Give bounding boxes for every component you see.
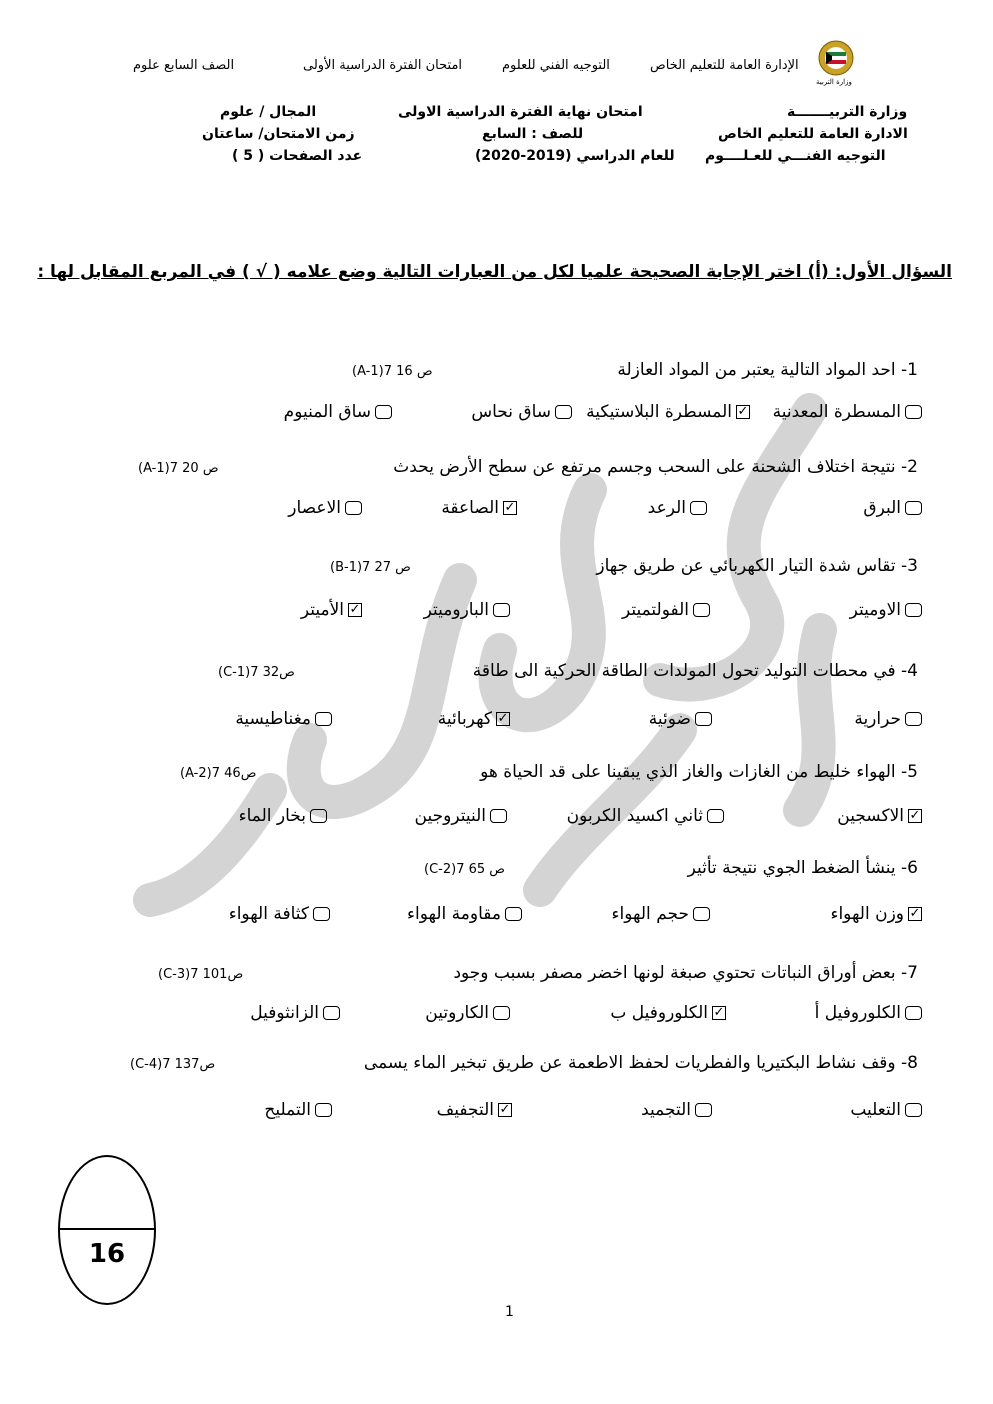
question-1-option-3[interactable] [471,402,572,422]
checked-box-icon[interactable]: ✓ [713,1005,725,1020]
rounded-box-icon[interactable] [375,405,392,419]
question-3-option-1[interactable] [850,600,922,620]
option-label: الكلوروفيل ب [610,1003,708,1023]
question-8-option-4[interactable] [264,1100,332,1120]
page-number: 1 [505,1304,514,1320]
rounded-box-icon[interactable] [493,603,510,617]
rounded-box-icon[interactable] [905,603,922,617]
header-year: للعام الدراسي (2019-2020) [475,148,675,164]
ministry-logo [818,38,854,86]
option-label: المسطرة البلاستيكية [586,402,732,422]
rounded-box-icon[interactable] [310,809,327,823]
question-4-text: 4- في محطات التوليد تحول المولدات الطاقة الحركية الى طاقة [472,661,918,681]
question-2-option-4[interactable] [288,498,362,518]
checked-box-icon[interactable]: ✓ [349,602,361,617]
option-label: الاعصار [288,498,341,518]
option-label: الاوميتر [849,600,901,620]
option-label: الكلوروفيل أ [814,1003,901,1023]
question-5-option-1[interactable] [837,806,922,826]
rounded-box-icon[interactable] [313,907,330,921]
question-3-option-2[interactable] [622,600,710,620]
question-8-ref: ص137 7(C-4) [130,1057,216,1072]
checked-box-icon[interactable]: ✓ [737,404,749,419]
rounded-box-icon[interactable] [323,1006,340,1020]
question-1-option-1[interactable] [773,402,922,422]
question-5-option-3[interactable] [415,806,507,826]
rounded-box-icon[interactable] [695,1103,712,1117]
question-7-text: 7- بعض أوراق النباتات تحتوي صبغة لونها اخضر مصفر بسبب وجود [453,963,918,983]
question-4-option-1[interactable] [854,709,922,729]
rounded-box-icon[interactable] [905,1103,922,1117]
score-value: 16 [88,1239,126,1269]
top-exam: امتحان الفترة الدراسية الأولى [303,58,463,73]
question-8-option-2[interactable] [641,1100,712,1120]
score-oval [58,1155,156,1305]
question-2-option-3[interactable] [441,498,517,518]
checked-box-icon[interactable]: ✓ [499,1102,511,1117]
checked-box-icon[interactable]: ✓ [909,906,921,921]
question-4-option-3[interactable] [438,709,510,729]
question-6-ref: ص 65 7(C-2) [424,862,506,877]
question-title: السؤال الأول: (أ) اختر الإجابة الصحيحة علميا لكل من العبارات التالية وضع علامه ( √ ) في المربع المقابل لها : [37,262,952,282]
question-4-option-2[interactable] [649,709,712,729]
rounded-box-icon[interactable] [690,501,707,515]
option-label: ساق نحاس [471,402,551,422]
question-8-option-3[interactable] [437,1100,512,1120]
option-label: حرارية [854,709,901,729]
question-5-option-4[interactable] [239,806,327,826]
question-6-option-1[interactable] [830,904,922,924]
rounded-box-icon[interactable] [693,907,710,921]
rounded-box-icon[interactable] [905,1006,922,1020]
option-label: حجم الهواء [611,904,689,924]
rounded-box-icon[interactable] [493,1006,510,1020]
question-3-option-3[interactable] [424,600,510,620]
option-label: وزن الهواء [830,904,904,924]
question-6-option-3[interactable] [407,904,522,924]
rounded-box-icon[interactable] [695,712,712,726]
logo-caption: وزارة التربية [816,78,852,86]
rounded-box-icon[interactable] [345,501,362,515]
option-label: كهربائية [437,709,492,729]
question-5-text: 5- الهواء خليط من الغازات والغاز الذي يبقينا على قد الحياة هو [480,762,918,782]
question-1-text: 1- احد المواد التالية يعتبر من المواد العازلة [617,360,918,380]
checked-box-icon[interactable]: ✓ [497,711,509,726]
header-duration: زمن الامتحان/ ساعتان [202,126,355,142]
question-7-option-1[interactable] [815,1003,922,1023]
option-label: المسطرة المعدنية [772,402,901,422]
question-4-ref: ص32 7(C-1) [218,665,295,680]
option-label: الصاعقة [441,498,499,518]
option-label: البرق [863,498,901,518]
question-2-ref: ص 20 7(A-1) [138,461,219,476]
question-8-option-1[interactable] [850,1100,922,1120]
rounded-box-icon[interactable] [905,712,922,726]
rounded-box-icon[interactable] [505,907,522,921]
checked-box-icon[interactable]: ✓ [909,808,921,823]
top-guidance: التوجيه الفني للعلوم [502,58,610,73]
header-subject: المجال / علوم [220,104,317,120]
question-3-option-4[interactable] [301,600,362,620]
option-label: التجفيف [436,1100,494,1120]
header-guidance: التوجيه الفنـــي للعـلــــوم [705,148,886,164]
question-2-text: 2- نتيجة اختلاف الشحنة على السحب وجسم مرتفع عن سطح الأرض يحدث [393,457,918,477]
kuwait-emblem-icon [818,38,854,78]
question-2-option-2[interactable] [648,498,707,518]
option-label: النيتروجين [414,806,486,826]
rounded-box-icon[interactable] [490,809,507,823]
question-1-option-2[interactable] [586,402,750,422]
option-label: بخار الماء [238,806,306,826]
question-1-ref: ص 16 7(A-1) [352,364,433,379]
header-administration: الادارة العامة للتعليم الخاص [718,126,908,142]
top-department: الإدارة العامة للتعليم الخاص [650,58,799,73]
rounded-box-icon[interactable] [315,712,332,726]
question-1-option-4[interactable] [284,402,392,422]
question-7-option-4[interactable] [250,1003,340,1023]
score-divider [60,1228,154,1230]
option-label: كثافة الهواء [228,904,309,924]
option-label: ساق المنيوم [283,402,371,422]
option-label: الزانثوفيل [250,1003,319,1023]
option-label: ثاني اكسيد الكربون [566,806,703,826]
question-7-option-2[interactable] [610,1003,726,1023]
option-label: التمليح [264,1100,311,1120]
option-label: التعليب [850,1100,901,1120]
rounded-box-icon[interactable] [555,405,572,419]
header-pages: عدد الصفحات ( 5 ) [232,148,363,164]
question-3-ref: ص 27 7(B-1) [330,560,411,575]
question-7-ref: ص101 7(C-3) [158,967,244,982]
question-5-ref: ص46 7(A-2) [180,766,257,781]
option-label: الباروميتر [423,600,489,620]
option-label: مغناطيسية [235,709,311,729]
top-grade: الصف السابع علوم [133,58,235,73]
header-grade: للصف : السابع [482,126,584,142]
question-7-option-3[interactable] [425,1003,510,1023]
rounded-box-icon[interactable] [707,809,724,823]
question-5-option-2[interactable] [567,806,724,826]
header-exam-title: امتحان نهاية الفترة الدراسية الاولى [398,104,643,120]
question-6-text: 6- ينشأ الضغط الجوي نتيجة تأثير [687,858,918,878]
option-label: الفولتميتر [621,600,689,620]
question-6-option-2[interactable] [612,904,710,924]
option-label: ضوئية [648,709,691,729]
option-label: التجميد [641,1100,691,1120]
checked-box-icon[interactable]: ✓ [504,500,516,515]
option-label: الاكسجين [837,806,904,826]
question-3-text: 3- تقاس شدة التيار الكهربائي عن طريق جهاز [596,556,918,576]
rounded-box-icon[interactable] [905,501,922,515]
option-label: الأميتر [300,600,344,620]
question-2-option-1[interactable] [863,498,922,518]
rounded-box-icon[interactable] [315,1103,332,1117]
option-label: الرعد [647,498,686,518]
header-ministry: وزارة التربيـــــــة [787,104,908,120]
rounded-box-icon[interactable] [905,405,922,419]
option-label: الكاروتين [425,1003,489,1023]
question-8-text: 8- وقف نشاط البكتيريا والفطريات لحفظ الاطعمة عن طريق تبخير الماء يسمى [363,1053,918,1073]
option-label: مقاومة الهواء [407,904,501,924]
question-4-option-4[interactable] [235,709,332,729]
rounded-box-icon[interactable] [693,603,710,617]
question-6-option-4[interactable] [229,904,330,924]
